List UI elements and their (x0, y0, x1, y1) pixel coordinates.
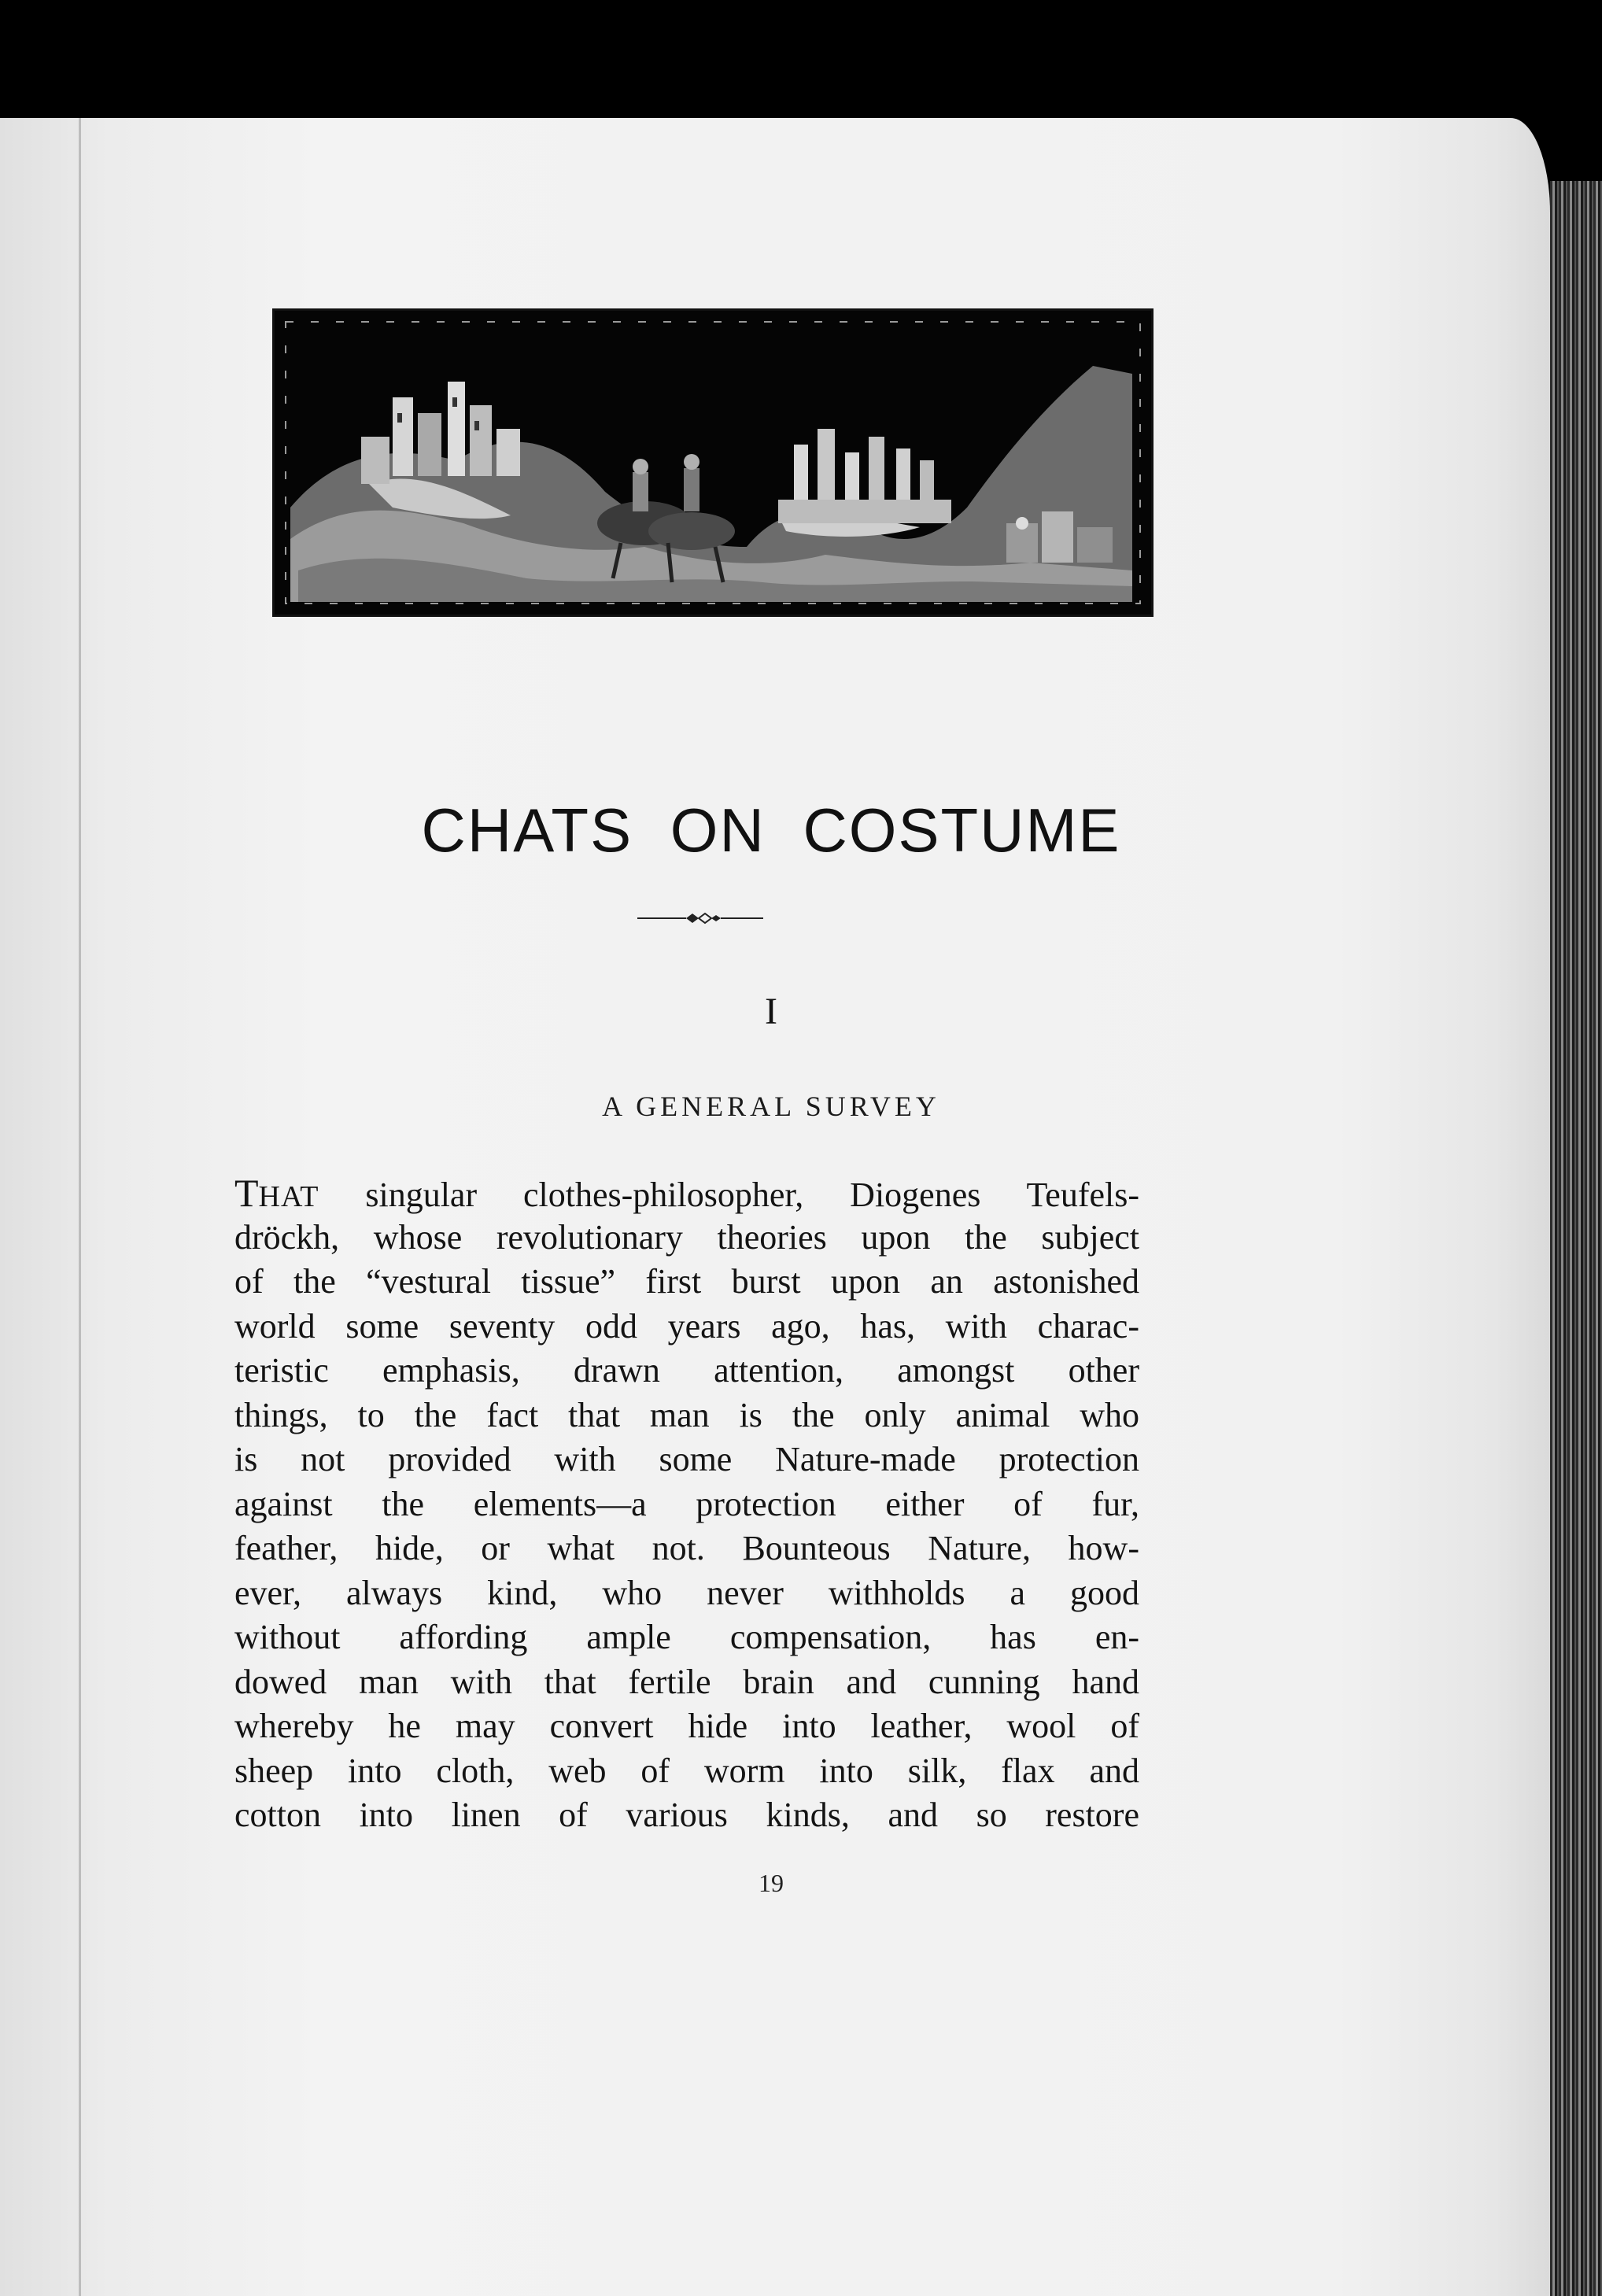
page-number: 19 (759, 1869, 784, 1897)
chapter-title: A GENERAL SURVEY (602, 1091, 940, 1122)
text-line: whereby he may convert hide into leather, wool of (234, 1707, 1139, 1745)
gutter-fold (79, 118, 81, 2296)
text-line-content: singular clothes-philosopher, Diogenes Teufels- (319, 1176, 1139, 1214)
text-line: against the elements—a protection either of fur, (234, 1484, 1139, 1523)
text-line: sheep into cloth, web of worm into silk, flax and (234, 1751, 1139, 1790)
text-line: things, to the fact that man is the only animal who (234, 1395, 1139, 1434)
text-line: is not provided with some Nature-made protection (234, 1440, 1139, 1478)
body-text (234, 1171, 1139, 1838)
text-line: cotton into linen of various kinds, and so restore (234, 1796, 1139, 1834)
text-line: dröckh, whose revolutionary theories upon the subject (234, 1217, 1139, 1257)
text-line: teristic emphasis, drawn attention, amongst other (234, 1351, 1139, 1390)
page-title: CHATS ON COSTUME (421, 795, 1121, 865)
text-line: without affording ample compensation, has en- (234, 1618, 1139, 1656)
text-line: of the “vestural tissue” first burst upon an astonished (234, 1262, 1139, 1301)
text-line (234, 1171, 1139, 1216)
page-edges (1550, 181, 1602, 2296)
text-line: world some seventy odd years ago, has, with charac- (234, 1306, 1139, 1345)
chapter-number: I (765, 991, 777, 1032)
divider-ornament-icon (637, 909, 763, 928)
opening-smallcaps: HAT (258, 1180, 319, 1213)
text-line: feather, hide, or what not. Bounteous Nature, how- (234, 1529, 1139, 1567)
text-line: ever, always kind, who never withholds a good (234, 1573, 1139, 1612)
opening-initial: T (234, 1171, 259, 1215)
landscape-with-castles-illustration (275, 311, 1151, 615)
headpiece-illustration (272, 308, 1154, 617)
text-line: dowed man with that fertile brain and cunning hand (234, 1662, 1139, 1701)
